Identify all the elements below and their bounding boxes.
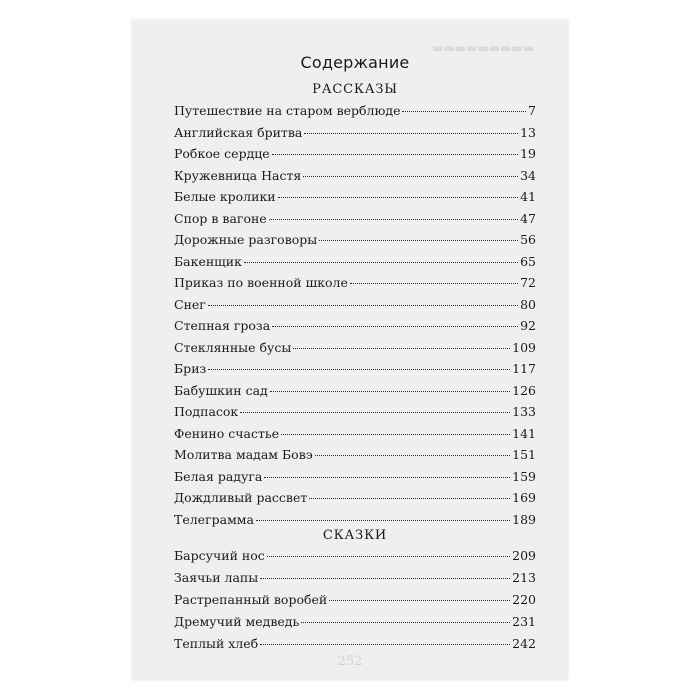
entry-page: 133 <box>512 404 536 419</box>
dot-leader <box>315 455 510 456</box>
entry-title: Теплый хлеб <box>174 636 259 651</box>
entry-title: Фенино счастье <box>174 425 280 441</box>
entry-page: 7 <box>528 103 536 118</box>
entry-page: 41 <box>520 189 536 204</box>
toc-entry <box>174 636 536 654</box>
entry-page: 13 <box>520 124 536 140</box>
toc-entry <box>174 361 536 379</box>
toc-entry <box>174 340 536 358</box>
dot-leader <box>272 326 518 327</box>
dot-leader <box>350 283 518 284</box>
dot-leader <box>269 219 518 220</box>
entry-title: Заячьи лапы <box>174 570 259 585</box>
entry-page: 47 <box>520 210 536 226</box>
entry-title: Бакенщик <box>174 253 242 269</box>
entry-page: 159 <box>512 468 536 484</box>
entry-title: Степная гроза <box>174 318 271 333</box>
dot-leader <box>301 622 510 623</box>
entry-page: 19 <box>520 146 536 161</box>
dot-leader <box>278 197 518 198</box>
toc-entry <box>174 232 536 250</box>
entry-title: Молитва мадам Бовэ <box>174 447 313 462</box>
entry-page: 117 <box>512 361 536 376</box>
entry-title: Английская бритва <box>174 124 303 140</box>
toc-entry <box>174 189 536 207</box>
entry-title: Телеграмма <box>174 511 254 527</box>
toc-entry <box>174 570 536 588</box>
dot-leader <box>260 578 510 579</box>
entry-page: 220 <box>512 592 536 607</box>
entry-page: 151 <box>512 447 536 462</box>
dot-leader <box>208 305 518 306</box>
toc-entry <box>174 469 536 487</box>
entry-title: Растрепанный воробей <box>174 592 328 607</box>
entry-title: Бабушкин сад <box>174 382 268 398</box>
dot-leader <box>208 369 510 370</box>
entry-page: 189 <box>512 511 536 527</box>
toc-entry <box>174 211 536 229</box>
entry-page: 231 <box>512 614 536 629</box>
dot-leader <box>329 600 510 601</box>
entry-title: Спор в вагоне <box>174 210 267 226</box>
entry-title: Белая радуга <box>174 468 263 484</box>
entry-title: Путешествие на старом верблюде <box>174 103 401 118</box>
section-heading-stories: РАССКАЗЫ <box>312 82 398 97</box>
entry-page: 92 <box>520 318 536 333</box>
section-heading-tales: СКАЗКИ <box>322 528 388 543</box>
toc-entry <box>174 512 536 530</box>
entry-title: Дорожные разговоры <box>174 232 318 247</box>
entry-title: Барсучий нос <box>174 548 265 563</box>
dot-leader <box>264 477 510 478</box>
dot-leader <box>304 133 518 134</box>
dot-leader <box>281 434 510 435</box>
dot-leader <box>267 556 510 557</box>
toc-entry <box>174 383 536 401</box>
entry-title: Белые кролики <box>174 189 276 204</box>
entry-page: 169 <box>512 490 536 505</box>
entry-title: Дождливый рассвет <box>174 490 308 505</box>
toc-entry <box>174 168 536 186</box>
entry-title: Снег <box>174 296 206 312</box>
dot-leader <box>309 498 510 499</box>
toc-entry <box>174 592 536 610</box>
toc-entry <box>174 490 536 508</box>
entry-title: Приказ по военной школе <box>174 275 348 290</box>
dot-leader <box>319 240 518 241</box>
toc-entry <box>174 447 536 465</box>
toc-entry <box>174 426 536 444</box>
dot-leader <box>270 391 510 392</box>
toc-entry <box>174 275 536 293</box>
entry-title: Стеклянные бусы <box>174 339 292 355</box>
dot-leader <box>260 644 510 645</box>
dot-leader <box>303 176 518 177</box>
entry-page: 126 <box>512 382 536 398</box>
toc-entry <box>174 404 536 422</box>
dot-leader <box>402 111 526 112</box>
entry-page: 72 <box>520 275 536 290</box>
toc-entry <box>174 254 536 272</box>
page-title: Содержание <box>300 53 410 72</box>
toc-entry <box>174 614 536 632</box>
entry-page: 242 <box>512 636 536 651</box>
entry-title: Бриз <box>174 361 207 376</box>
toc-entry <box>174 548 536 566</box>
entry-page: 209 <box>512 548 536 563</box>
entry-title: Подпасок <box>174 404 239 419</box>
dot-leader <box>272 154 518 155</box>
toc-entry <box>174 318 536 336</box>
dot-leader <box>293 348 510 349</box>
entry-page: 80 <box>520 296 536 312</box>
dot-leader <box>240 412 510 413</box>
toc-entry <box>174 125 536 143</box>
entry-title: Кружевница Настя <box>174 167 302 183</box>
entry-page: 109 <box>512 339 536 355</box>
entry-page: 213 <box>512 570 536 585</box>
entry-page: 65 <box>520 253 536 269</box>
entry-title: Робкое сердце <box>174 146 270 161</box>
paper-sheet <box>132 20 568 680</box>
toc-entry <box>174 297 536 315</box>
dot-leader <box>256 520 510 521</box>
entry-page: 34 <box>520 167 536 183</box>
show-through-texture: ▬▬▬▬▬▬▬▬▬ <box>432 41 535 55</box>
entry-page: 141 <box>512 425 536 441</box>
page-number: 252 <box>337 654 363 669</box>
entry-title: Дремучий медведь <box>174 614 300 629</box>
dot-leader <box>244 262 518 263</box>
entry-page: 56 <box>520 232 536 247</box>
toc-entry <box>174 146 536 164</box>
toc-entry <box>174 103 536 121</box>
